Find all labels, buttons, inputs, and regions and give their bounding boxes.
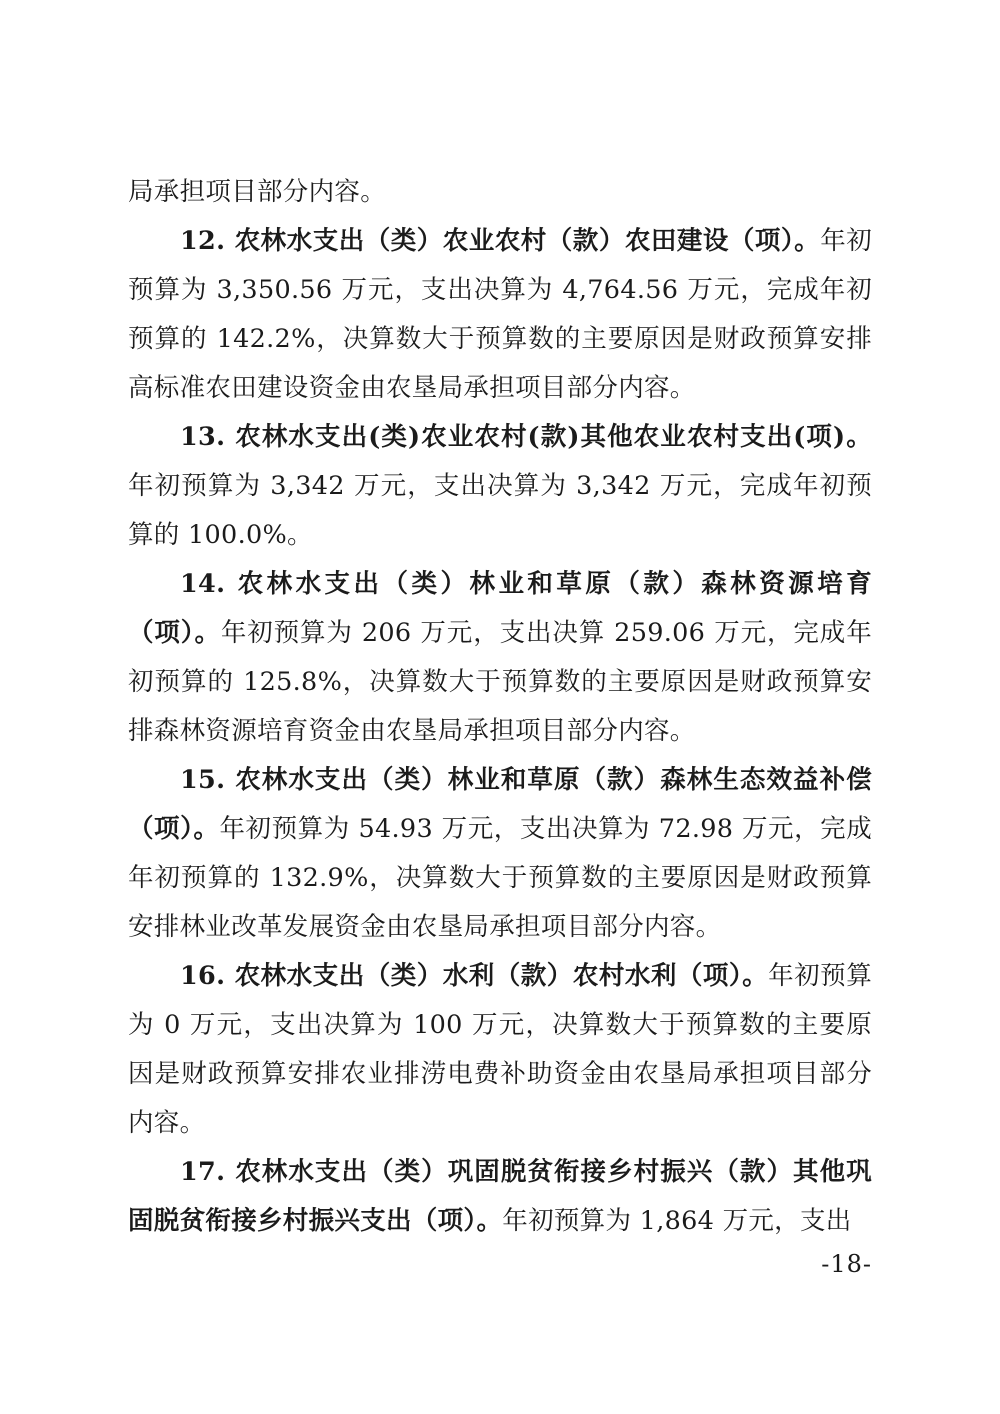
paragraph-item-15 <box>128 756 872 952</box>
paragraph-lead: 14. 农林水支出（类）林业和草原（款）森林资源培育（项）。 <box>128 569 872 648</box>
paragraph-text: 年初预算为 206 万元，支出决算 259.06 万元，完成年初预算的 125.8%，决算数大于预算数的主要原因是财政预算安排森林资源培育资金由农垦局承担项目部分内容。 <box>128 618 872 746</box>
paragraph-text: 局承担项目部分内容。 <box>128 177 387 207</box>
paragraph-lead: 12. 农林水支出（类）农业农村（款）农田建设（项）。 <box>180 226 821 256</box>
paragraph-item-12 <box>128 217 872 413</box>
paragraph-text: 年初预算为 3,350.56 万元，支出决算为 4,764.56 万元，完成年初预算的 142.2%，决算数大于预算数的主要原因是财政预算安排高标准农田建设资金由农垦局承担项目部分内容。 <box>128 226 872 403</box>
paragraph-text: 年初预算为 0 万元，支出决算为 100 万元，决算数大于预算数的主要原因是财政预算安排农业排涝电费补助资金由农垦局承担项目部分内容。 <box>128 961 872 1138</box>
paragraph-lead: 16. 农林水支出（类）水利（款）农村水利（项）。 <box>180 961 769 991</box>
paragraph-text: 年初预算为 3,342 万元，支出决算为 3,342 万元，完成年初预算的 100.0%。 <box>128 471 872 550</box>
paragraph-lead: 13. 农林水支出(类)农业农村(款)其他农业农村支出(项)。 <box>180 422 872 452</box>
paragraph-text: 年初预算为 54.93 万元，支出决算为 72.98 万元，完成年初预算的 132.9%，决算数大于预算数的主要原因是财政预算安排林业改革发展资金由农垦局承担项目部分内容。 <box>128 814 872 942</box>
paragraph-lead: 15. 农林水支出（类）林业和草原（款）森林生态效益补偿（项）。 <box>128 765 872 844</box>
page-number: -18- <box>821 1250 872 1278</box>
paragraph-item-16 <box>128 952 872 1148</box>
paragraph-item-17 <box>128 1148 872 1246</box>
paragraph-item-14 <box>128 560 872 756</box>
paragraph-item-13 <box>128 413 872 560</box>
paragraph-lead: 17. 农林水支出（类）巩固脱贫衔接乡村振兴（款）其他巩固脱贫衔接乡村振兴支出（项）。 <box>128 1157 872 1236</box>
document-body <box>128 168 872 1246</box>
paragraph-continued <box>128 168 872 217</box>
paragraph-text: 年初预算为 1,864 万元，支出 <box>502 1206 852 1236</box>
